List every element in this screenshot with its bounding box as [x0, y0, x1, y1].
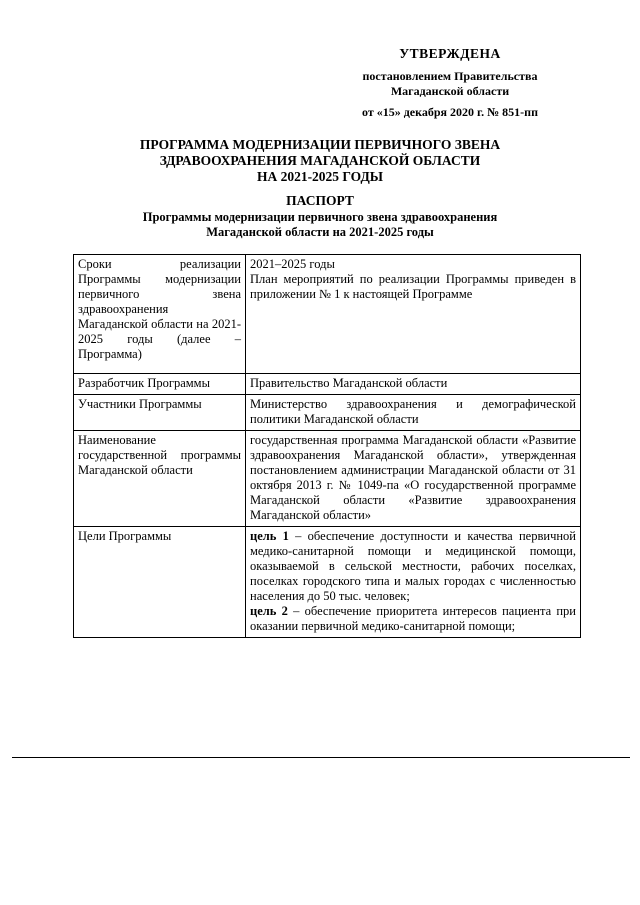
approval-line-1: постановлением Правительства	[362, 69, 538, 83]
table-row	[74, 374, 581, 395]
passport-table	[73, 254, 581, 638]
row-label-state-program: Наименование государственной программы Магаданской области	[74, 431, 246, 527]
program-title-line-2: ЗДРАВООХРАНЕНИЯ МАГАДАНСКОЙ ОБЛАСТИ	[159, 153, 481, 168]
approved-heading: УТВЕРЖДЕНА	[399, 46, 501, 61]
program-title	[0, 137, 640, 185]
goal-2	[250, 604, 576, 634]
row-label-goals: Цели Программы	[74, 527, 246, 638]
table-row	[74, 431, 581, 527]
passport-subtitle-line-2: Магаданской области на 2021-2025 годы	[206, 225, 434, 239]
row-value-developer: Правительство Магаданской области	[246, 374, 581, 395]
passport-heading: ПАСПОРТ	[286, 193, 354, 208]
row-value-state-program: государственная программа Магаданской области «Развитие здравоохранения Магаданской области», утвержденная постановлением администрации Магаданской области от 31 октября 2013 г. № 1049-па «О государственной программе Магаданской области «Развитие здравоохранения Магаданской области»	[246, 431, 581, 527]
goal-2-prefix: цель 2	[250, 604, 288, 618]
footer-divider	[12, 757, 630, 758]
approval-line-2: Магаданской области	[390, 84, 510, 98]
passport-subtitle-line-1: Программы модернизации первичного звена здравоохранения	[142, 210, 498, 224]
row-label-developer: Разработчик Программы	[74, 374, 246, 395]
terms-plan: План мероприятий по реализации Программы приведен в приложении № 1 к настоящей Программе	[250, 272, 576, 301]
approval-block	[330, 46, 570, 120]
passport-subtitle	[0, 210, 640, 240]
goal-1-text: – обеспечение доступности и качества первичной медико-санитарной помощи и медицинской помощи, оказываемой в сельской местности, рабочих поселках, поселках городского типа и малых городах с численностью населения до 50 тыс. человек;	[250, 529, 576, 603]
row-label-terms: Сроки реализации Программы модернизации первичного звена здравоохранения Магаданской области на 2021-2025 годы (далее – Программа)	[74, 255, 246, 374]
program-title-line-1: ПРОГРАММА МОДЕРНИЗАЦИИ ПЕРВИЧНОГО ЗВЕНА	[139, 137, 501, 152]
terms-period: 2021–2025 годы	[250, 257, 335, 271]
table-row	[74, 395, 581, 431]
program-title-line-3: НА 2021-2025 ГОДЫ	[256, 169, 384, 184]
goal-1-prefix: цель 1	[250, 529, 289, 543]
row-label-participants: Участники Программы	[74, 395, 246, 431]
row-value-goals	[246, 527, 581, 638]
approval-line-3: от «15» декабря 2020 г. № 851-пп	[361, 105, 538, 119]
table-row	[74, 527, 581, 638]
goal-1	[250, 529, 576, 604]
row-value-participants: Министерство здравоохранения и демографической политики Магаданской области	[246, 395, 581, 431]
table-row	[74, 255, 581, 374]
goal-2-text: – обеспечение приоритета интересов пациента при оказании первичной медико-санитарной помощи;	[250, 604, 576, 633]
row-value-terms	[246, 255, 581, 374]
